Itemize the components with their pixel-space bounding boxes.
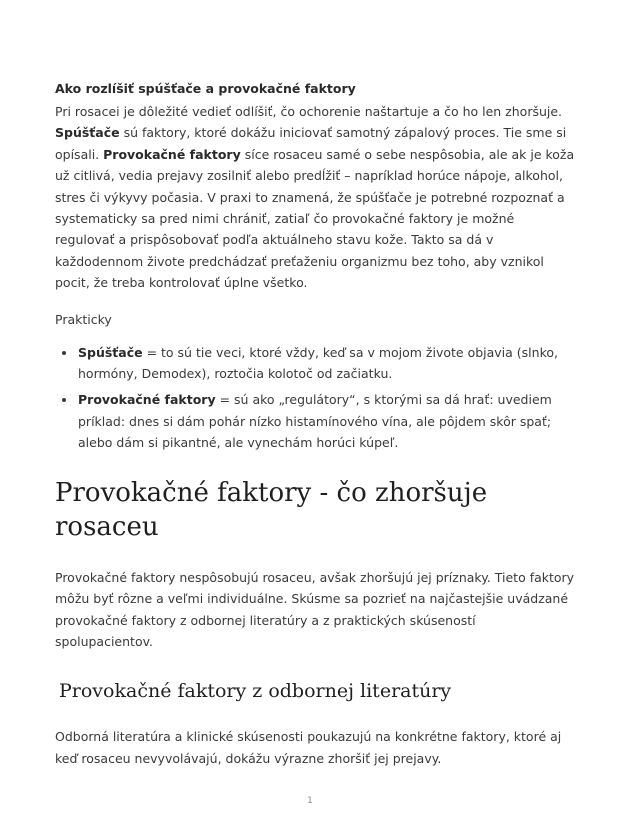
- paragraph-text-2: síce rosaceu samé o sebe nespôsobia, ale ak je koža už citlivá, vedia prejavy zosilniť alebo predĺžiť – napríklad horúce nápoje, alkohol, stres či výkyvy počasia. V praxi to znamená, že spúšťače je potrebné rozpoznať a systematicky sa pred nimi chrániť, zatiaľ čo provokačné faktory je možné regulovať a prispôsobovať podľa aktuálneho stavu kože. Takto sa dá v každodennom živote predchádzať preťaženiu organizmu bez toho, aby vznikol pocit, že treba kontrolovať úplne všetko.: [55, 146, 575, 291]
- bullet-term: Spúšťače: [78, 344, 143, 360]
- paragraph-text-1: sú faktory, ktoré dokážu iniciovať samotný zápalový proces. Tie sme si opísali.: [55, 125, 567, 162]
- bullet-list: [55, 342, 575, 454]
- literature-paragraph: Odborná literatúra a klinické skúsenosti poukazujú na konkrétne faktory, ktoré aj keď rosaceu nevyvolávajú, dokážu výrazne zhoršiť jej prejavy.: [55, 729, 562, 766]
- list-item: [77, 342, 575, 385]
- prakticky-label: Prakticky: [55, 311, 112, 327]
- term-spustace: Spúšťače: [55, 125, 120, 141]
- list-item: [77, 389, 575, 453]
- subheading: Provokačné faktory z odbornej literatúry: [59, 680, 452, 703]
- main-heading: Provokačné faktory - čo zhoršuje rosaceu: [55, 477, 488, 542]
- paragraph-intro: Pri rosacei je dôležité vedieť odlíšiť, čo ochorenie naštartuje a čo ho len zhoršuje.: [55, 104, 563, 119]
- distinction-paragraph: [55, 101, 575, 294]
- term-provokacne-faktory: Provokačné faktory: [103, 146, 241, 162]
- bullet-text: = to sú tie veci, ktoré vždy, keď sa v mojom živote objavia (slnko, hormóny, Demodex), roztočia kolotoč od začiatku.: [78, 344, 558, 382]
- intro-paragraph: Provokačné faktory nespôsobujú rosaceu, avšak zhoršujú jej príznaky. Tieto faktory môžu byť rôzne a veľmi individuálne. Skúsme sa pozrieť na najčastejšie uvádzané provokačné faktory z odbornej literatúry a z praktických skúseností spolupacientov.: [55, 569, 575, 649]
- section-heading: Ako rozlíšiť spúšťače a provokačné faktory: [55, 81, 356, 96]
- page-content: [55, 78, 575, 769]
- page-number: 1: [307, 796, 313, 806]
- bullet-text: = sú ako „regulátory“, s ktorými sa dá hrať: uvediem príklad: dnes si dám pohár nízko histamínového vína, ale pôjdem skôr spať; alebo dám si pikantné, ale vynechám horúci kúpeľ.: [78, 392, 552, 451]
- bullet-term: Provokačné faktory: [78, 392, 216, 408]
